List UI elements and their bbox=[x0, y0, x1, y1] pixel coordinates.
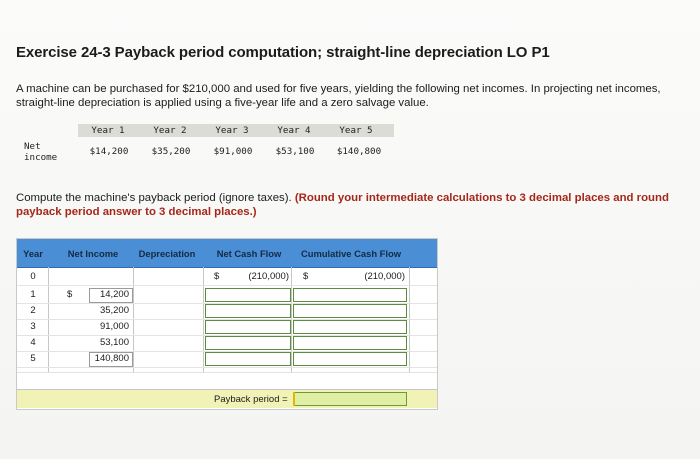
intro-line-2: straight-line depreciation is applied using a five-year life and a zero salvage value. bbox=[16, 97, 429, 109]
net-income-value: 35,200 bbox=[99, 305, 129, 316]
exercise-title: Exercise 24-3 Payback period computation; straight-line depreciation LO P1 bbox=[16, 44, 550, 61]
income-header-year-4: Year 4 bbox=[277, 125, 311, 136]
cumulative-cash-flow-input[interactable] bbox=[293, 304, 407, 318]
net-income-dollar-sign: $ bbox=[67, 289, 73, 300]
header-net-income: Net Income bbox=[67, 248, 119, 259]
payback-period-input[interactable] bbox=[293, 392, 407, 406]
instructions-plain: Compute the machine's payback period (ignore taxes). bbox=[16, 192, 295, 204]
ncf-value: (210,000) bbox=[248, 271, 289, 282]
header-cumulative-cash-flow: Cumulative Cash Flow bbox=[300, 248, 402, 259]
cumulative-cash-flow-input[interactable] bbox=[293, 352, 407, 366]
net-cash-flow-input[interactable] bbox=[205, 336, 291, 350]
cumulative-cash-flow-input[interactable] bbox=[293, 320, 407, 334]
instructions-bold-1: (Round your intermediate calculations to 3 decimal places and round bbox=[294, 192, 669, 204]
income-row-label-line-2: income bbox=[24, 152, 58, 163]
net-income-value: 14,200 bbox=[99, 289, 129, 300]
header-net-cash-flow: Net Cash Flow bbox=[216, 248, 282, 259]
exercise-intro bbox=[16, 82, 696, 110]
payback-answer-table bbox=[16, 238, 438, 410]
header-year: Year bbox=[23, 248, 43, 259]
net-income-value: 91,000 bbox=[99, 321, 129, 332]
income-header-year-2: Year 2 bbox=[153, 125, 187, 136]
income-header-year-5: Year 5 bbox=[339, 125, 373, 136]
net-cash-flow-input[interactable] bbox=[205, 352, 291, 366]
income-value-year-4: $53,100 bbox=[275, 146, 315, 157]
row-year: 4 bbox=[30, 337, 36, 348]
net-cash-flow-input[interactable] bbox=[205, 288, 291, 302]
payback-period-row bbox=[17, 389, 437, 408]
income-value-year-3: $91,000 bbox=[213, 146, 253, 157]
table-row bbox=[17, 287, 437, 304]
table-row bbox=[17, 351, 437, 368]
spacer-row bbox=[17, 372, 437, 390]
instructions bbox=[16, 191, 696, 219]
net-income-value: 140,800 bbox=[94, 353, 129, 364]
income-header-year-3: Year 3 bbox=[215, 125, 249, 136]
row-year: 0 bbox=[30, 271, 36, 282]
table-row bbox=[17, 335, 437, 352]
income-row-label bbox=[24, 141, 74, 163]
net-cash-flow-input[interactable] bbox=[205, 320, 291, 334]
cumulative-dollar-sign: $ bbox=[303, 271, 309, 282]
row-year: 5 bbox=[30, 353, 36, 364]
income-table-row bbox=[16, 139, 396, 173]
cumulative-cash-flow-input[interactable] bbox=[293, 336, 407, 350]
net-cash-flow-input[interactable] bbox=[205, 304, 291, 318]
income-value-year-2: $35,200 bbox=[151, 146, 191, 157]
row-year: 3 bbox=[30, 321, 36, 332]
input-cursor-marker bbox=[293, 392, 295, 406]
income-value-year-1: $14,200 bbox=[89, 146, 129, 157]
instructions-bold-2: payback period answer to 3 decimal places.) bbox=[16, 206, 257, 218]
payback-period-label: Payback period = bbox=[214, 394, 288, 405]
table-row bbox=[17, 303, 437, 320]
row-year: 2 bbox=[30, 305, 36, 316]
income-header-year-1: Year 1 bbox=[91, 125, 125, 136]
ncf-dollar-sign: $ bbox=[214, 271, 220, 282]
header-depreciation: Depreciation bbox=[138, 248, 196, 259]
row-year: 1 bbox=[30, 289, 36, 300]
table-row bbox=[17, 269, 437, 286]
cumulative-cash-flow-input[interactable] bbox=[293, 288, 407, 302]
income-value-year-5: $140,800 bbox=[336, 146, 382, 157]
income-table-header bbox=[78, 124, 394, 137]
answer-table-header bbox=[17, 239, 437, 268]
table-row bbox=[17, 319, 437, 336]
income-row-label-line-1: Net bbox=[24, 141, 41, 152]
net-income-value: 53,100 bbox=[99, 337, 129, 348]
intro-line-1: A machine can be purchased for $210,000 and used for five years, yielding the following net incomes. In projecting net incomes, bbox=[16, 83, 661, 95]
cumulative-value: (210,000) bbox=[364, 271, 405, 282]
